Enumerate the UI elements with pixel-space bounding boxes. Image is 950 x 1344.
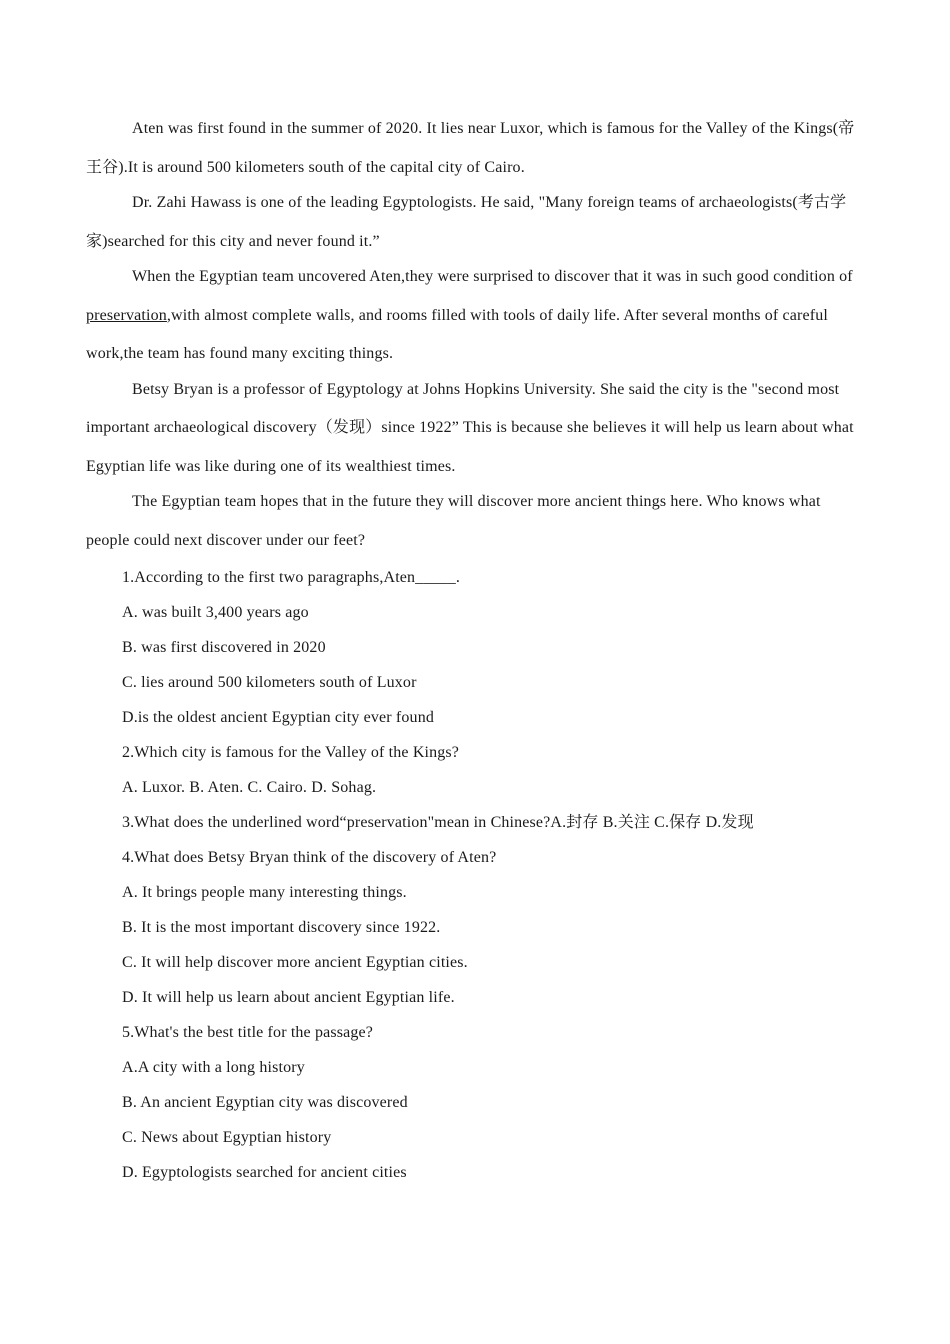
question-4-option-a: A. It brings people many interesting things. xyxy=(122,884,407,901)
question-4-option-d: D. It will help us learn about ancient Egyptian life. xyxy=(122,989,455,1006)
underlined-word: preservation xyxy=(86,306,167,324)
question-1: 1.According to the first two paragraphs,Aten_____. xyxy=(122,569,461,586)
question-3: 3.What does the underlined word“preservation"mean in Chinese?A.封存 B.关注 C.保存 D.发现 xyxy=(122,814,754,831)
question-list xyxy=(86,560,866,1190)
question-1-option-c: C. lies around 500 kilometers south of Luxor xyxy=(122,674,417,691)
paragraph-3 xyxy=(86,258,866,374)
document-page xyxy=(86,110,866,1190)
paragraph-4: Betsy Bryan is a professor of Egyptology at Johns Hopkins University. She said the city is the "second most important archaeological discovery（发现）since 1922” This is because she believes it will help us learn about what Egyptian life was like during one of its wealthiest times. xyxy=(86,380,854,475)
question-5-option-c: C. News about Egyptian history xyxy=(122,1129,332,1146)
question-4-option-c: C. It will help discover more ancient Egyptian cities. xyxy=(122,954,468,971)
question-4-option-b: B. It is the most important discovery since 1922. xyxy=(122,919,441,936)
question-2-options: A. Luxor. B. Aten. C. Cairo. D. Sohag. xyxy=(122,779,377,796)
paragraph-1: Aten was first found in the summer of 2020. It lies near Luxor, which is famous for the Valley of the Kings(帝王谷).It is around 500 kilometers south of the capital city of Cairo. xyxy=(86,120,855,176)
paragraph-3-start: When the Egyptian team uncovered Aten,they were surprised to discover that it was in such good condition of xyxy=(132,268,853,285)
paragraph-2: Dr. Zahi Hawass is one of the leading Egyptologists. He said, "Many foreign teams of archaeologists(考古学家)searched for this city and never found it.” xyxy=(86,194,847,250)
question-2: 2.Which city is famous for the Valley of the Kings? xyxy=(122,744,460,761)
question-1-option-d: D.is the oldest ancient Egyptian city ever found xyxy=(122,709,435,726)
reading-passage xyxy=(86,110,866,560)
question-5-option-b: B. An ancient Egyptian city was discovered xyxy=(122,1094,408,1111)
question-5: 5.What's the best title for the passage? xyxy=(122,1024,374,1041)
question-1-option-b: B. was first discovered in 2020 xyxy=(122,639,326,656)
paragraph-3-end: ,with almost complete walls, and rooms filled with tools of daily life. After several months of careful work,the team has found many exciting things. xyxy=(86,306,828,362)
question-4: 4.What does Betsy Bryan think of the discovery of Aten? xyxy=(122,849,497,866)
question-5-option-a: A.A city with a long history xyxy=(122,1059,305,1076)
question-5-option-d: D. Egyptologists searched for ancient cities xyxy=(122,1164,407,1181)
question-1-option-a: A. was built 3,400 years ago xyxy=(122,604,309,621)
paragraph-5: The Egyptian team hopes that in the future they will discover more ancient things here. Who knows what people could next discover under our feet? xyxy=(86,493,821,549)
